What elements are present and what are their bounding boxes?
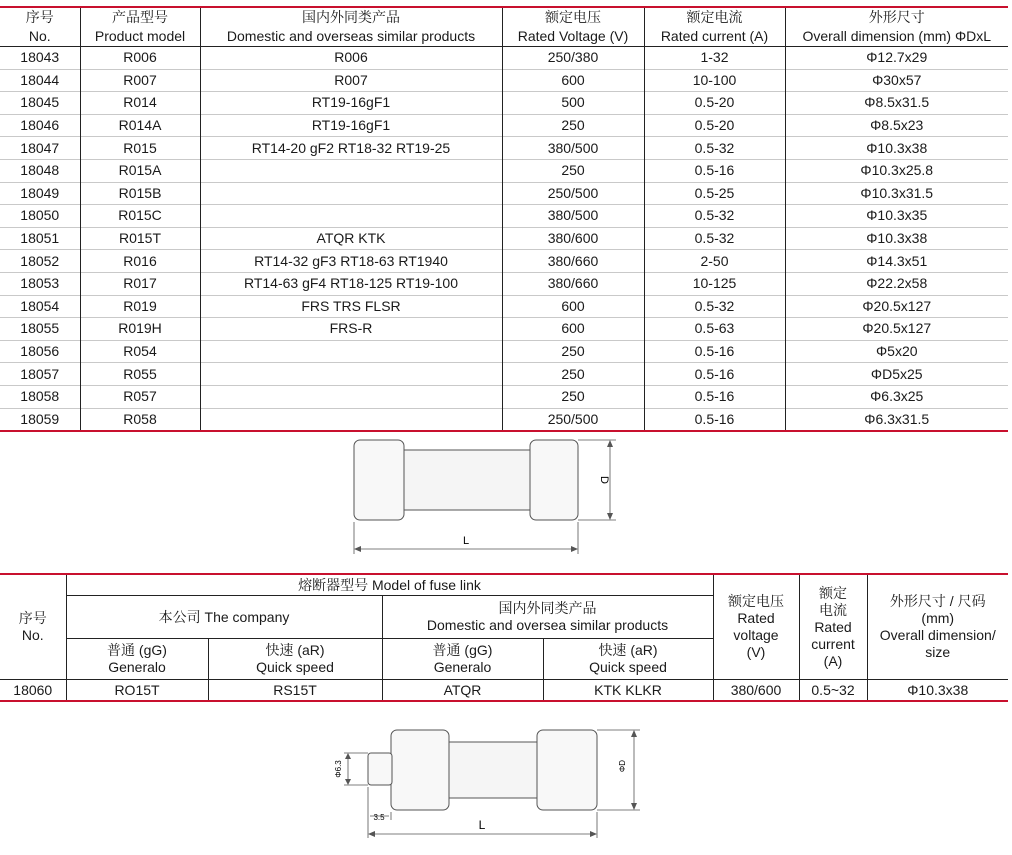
cell-dimension: Φ30x57 [785,69,1008,92]
fuse-drawing-striker [0,720,1012,845]
cell-dimension: Φ10.3x25.8 [785,159,1008,182]
table-row [0,47,1008,70]
cell-voltage: 380/500 [502,137,644,160]
fuse-left-cap [354,440,404,520]
cell-dimension: Φ22.2x58 [785,272,1008,295]
cell-similar-general: ATQR [382,680,543,702]
cell-no: 18059 [0,408,80,431]
table-row [0,69,1008,92]
dimension-label-d: D [598,476,610,484]
cell-voltage: 250/500 [502,408,644,431]
cell-voltage: 380/500 [502,205,644,228]
cell-voltage: 380/600 [502,227,644,250]
cell-model: R055 [80,363,200,386]
cell-dimension: Φ10.3x38 [785,227,1008,250]
cell-similar: R007 [200,69,502,92]
cell-voltage: 250 [502,159,644,182]
table-row [0,408,1008,431]
cell-no: 18044 [0,69,80,92]
cell-current: 0.5-32 [644,227,785,250]
cell-no: 18049 [0,182,80,205]
cell-similar: ATQR KTK [200,227,502,250]
header-similar-quick: 快速 (aR) Quick speed [543,639,713,680]
table-row [0,385,1008,408]
table-row [0,363,1008,386]
cell-dimension: Φ20.5x127 [785,295,1008,318]
cell-voltage: 380/600 [713,680,799,702]
cell-similar [200,205,502,228]
header-rated-current: 额定 电流 Rated current (A) [799,574,867,680]
cell-similar: RT19-16gF1 [200,92,502,115]
header-the-company: 本公司 The company [66,596,382,639]
header-current-cn: 额定电流 [644,7,785,27]
cell-current: 2-50 [644,250,785,273]
dimension-label-phi-6-3: Φ6.3 [334,760,343,778]
cell-no: 18054 [0,295,80,318]
cell-no: 18045 [0,92,80,115]
cell-model: R015T [80,227,200,250]
cell-no: 18060 [0,680,66,702]
table2-header-row1 [0,574,1008,596]
table-body [0,47,1008,432]
cell-dimension: Φ14.3x51 [785,250,1008,273]
cell-dimension: Φ8.5x23 [785,114,1008,137]
header-current-en: Rated current (A) [644,27,785,47]
cell-current: 0.5-20 [644,114,785,137]
cell-company-general: RO15T [66,680,208,702]
cell-similar [200,182,502,205]
cell-voltage: 500 [502,92,644,115]
cell-current: 0.5-63 [644,318,785,341]
fuse-left-cap [391,730,449,810]
header-rated-voltage: 额定电压 Rated voltage (V) [713,574,799,680]
header-dimension-en: Overall dimension (mm) ΦDxL [785,27,1008,47]
cell-model: R017 [80,272,200,295]
cell-similar [200,385,502,408]
cell-voltage: 600 [502,69,644,92]
cell-no: 18053 [0,272,80,295]
cell-similar [200,408,502,431]
table-row [0,92,1008,115]
cell-current: 0.5-16 [644,408,785,431]
table-row [0,340,1008,363]
cell-current: 0.5-25 [644,182,785,205]
header-no-en: No. [0,27,80,47]
header-similar-en: Domestic and overseas similar products [200,27,502,47]
table-row [0,318,1008,341]
cell-voltage: 250 [502,340,644,363]
table-row [0,250,1008,273]
fuse-right-cap [530,440,578,520]
fuse-body [395,450,545,510]
table-header-row-cn [0,7,1008,27]
cell-no: 18046 [0,114,80,137]
cell-model: R058 [80,408,200,431]
header-model-en: Product model [80,27,200,47]
cell-similar: R006 [200,47,502,70]
cell-dimension: Φ10.3x38 [785,137,1008,160]
cell-no: 18056 [0,340,80,363]
cell-no: 18058 [0,385,80,408]
table-row [0,159,1008,182]
cell-current: 1-32 [644,47,785,70]
cell-model: R015C [80,205,200,228]
table-row [0,680,1008,702]
cell-current: 0.5-32 [644,137,785,160]
table-row [0,227,1008,250]
cell-dimension: Φ10.3x38 [867,680,1008,702]
cell-voltage: 250/500 [502,182,644,205]
table-row [0,137,1008,160]
table-row [0,205,1008,228]
cell-model: R015 [80,137,200,160]
cell-voltage: 250 [502,363,644,386]
cell-current: 0.5-16 [644,340,785,363]
cell-dimension: Φ5x20 [785,340,1008,363]
header-company-quick: 快速 (aR) Quick speed [208,639,382,680]
cell-similar-quick: KTK KLKR [543,680,713,702]
cell-model: R019H [80,318,200,341]
cell-similar: FRS-R [200,318,502,341]
cell-dimension: Φ8.5x31.5 [785,92,1008,115]
cell-no: 18043 [20,49,60,66]
cell-voltage: 250 [502,385,644,408]
cell-similar: RT14-20 gF2 RT18-32 RT19-25 [200,137,502,160]
cell-similar: FRS TRS FLSR [200,295,502,318]
header-similar-cn: 国内外同类产品 [200,7,502,27]
header-voltage-en: Rated Voltage (V) [502,27,644,47]
cell-voltage: 380/660 [502,272,644,295]
table-row [0,295,1008,318]
cell-similar [200,363,502,386]
cell-current: 0.5-16 [644,385,785,408]
cell-dimension: Φ10.3x31.5 [785,182,1008,205]
cell-similar [200,340,502,363]
header-no: 序号 No. [0,574,66,680]
cell-dimension: ΦD5x25 [785,363,1008,386]
header-model-of-fuse-link: 熔断器型号 Model of fuse link [66,574,713,596]
cell-similar: RT19-16gF1 [200,114,502,137]
header-similar-general: 普通 (gG) Generalo [382,639,543,680]
header-company-general: 普通 (gG) Generalo [66,639,208,680]
cell-model: R015A [80,159,200,182]
dimension-label-l: L [462,535,470,547]
cell-model: R016 [80,250,200,273]
cell-current: 0.5~32 [799,680,867,702]
cell-no: 18051 [0,227,80,250]
header-model-cn: 产品型号 [80,7,200,27]
cell-current: 0.5-16 [644,363,785,386]
cell-voltage: 380/660 [502,250,644,273]
cell-model: R054 [80,340,200,363]
cell-voltage: 250/380 [502,47,644,70]
cell-current: 0.5-32 [644,295,785,318]
header-similar-products: 国内外同类产品 Domestic and oversea similar products [382,596,713,639]
table-header-row-en [0,27,1008,47]
cell-dimension: Φ6.3x31.5 [785,408,1008,431]
cell-voltage: 600 [502,318,644,341]
table-row [0,272,1008,295]
cell-similar: RT14-63 gF4 RT18-125 RT19-100 [200,272,502,295]
fuse-body [440,742,540,798]
header-voltage-cn: 额定电压 [502,7,644,27]
cell-dimension: Φ20.5x127 [785,318,1008,341]
cell-model: R007 [80,69,200,92]
dimension-label-l: L [478,818,486,832]
dimension-label-3-5: 3.5 [373,813,385,822]
cell-no: 18048 [0,159,80,182]
cell-current: 0.5-16 [644,159,785,182]
cell-model: R057 [80,385,200,408]
cell-voltage: 600 [502,295,644,318]
cell-current: 10-100 [644,69,785,92]
cell-model: R014A [80,114,200,137]
cell-model: R014 [80,92,200,115]
cell-current: 0.5-32 [644,205,785,228]
cell-model: R019 [80,295,200,318]
cell-model: R006 [80,47,200,70]
table-row [0,114,1008,137]
fuse-link-model-table [0,573,1008,702]
cell-no: 18057 [0,363,80,386]
cell-model: R015B [80,182,200,205]
header-no-cn: 序号 [25,9,54,25]
cell-no: 18055 [0,318,80,341]
cell-dimension: Φ12.7x29 [785,47,1008,70]
cell-no: 18050 [0,205,80,228]
cell-similar: RT14-32 gF3 RT18-63 RT1940 [200,250,502,273]
cell-current: 0.5-20 [644,92,785,115]
cell-dimension: Φ10.3x35 [785,205,1008,228]
fuse-drawing-cylindrical [0,430,1012,560]
cell-no: 18047 [0,137,80,160]
table-row [0,182,1008,205]
cell-dimension: Φ6.3x25 [785,385,1008,408]
fuse-right-cap [537,730,597,810]
dimension-label-phi-d: ΦD [618,759,627,773]
cell-voltage: 250 [502,114,644,137]
fuse-spec-table [0,6,1008,432]
header-overall-dimension: 外形尺寸 / 尺码 (mm) Overall dimension/ size [867,574,1008,680]
cell-no: 18052 [0,250,80,273]
fuse-striker-pin [368,753,392,785]
cell-similar [200,159,502,182]
cell-company-quick: RS15T [208,680,382,702]
header-dimension-cn: 外形尺寸 [785,7,1008,27]
cell-current: 10-125 [644,272,785,295]
